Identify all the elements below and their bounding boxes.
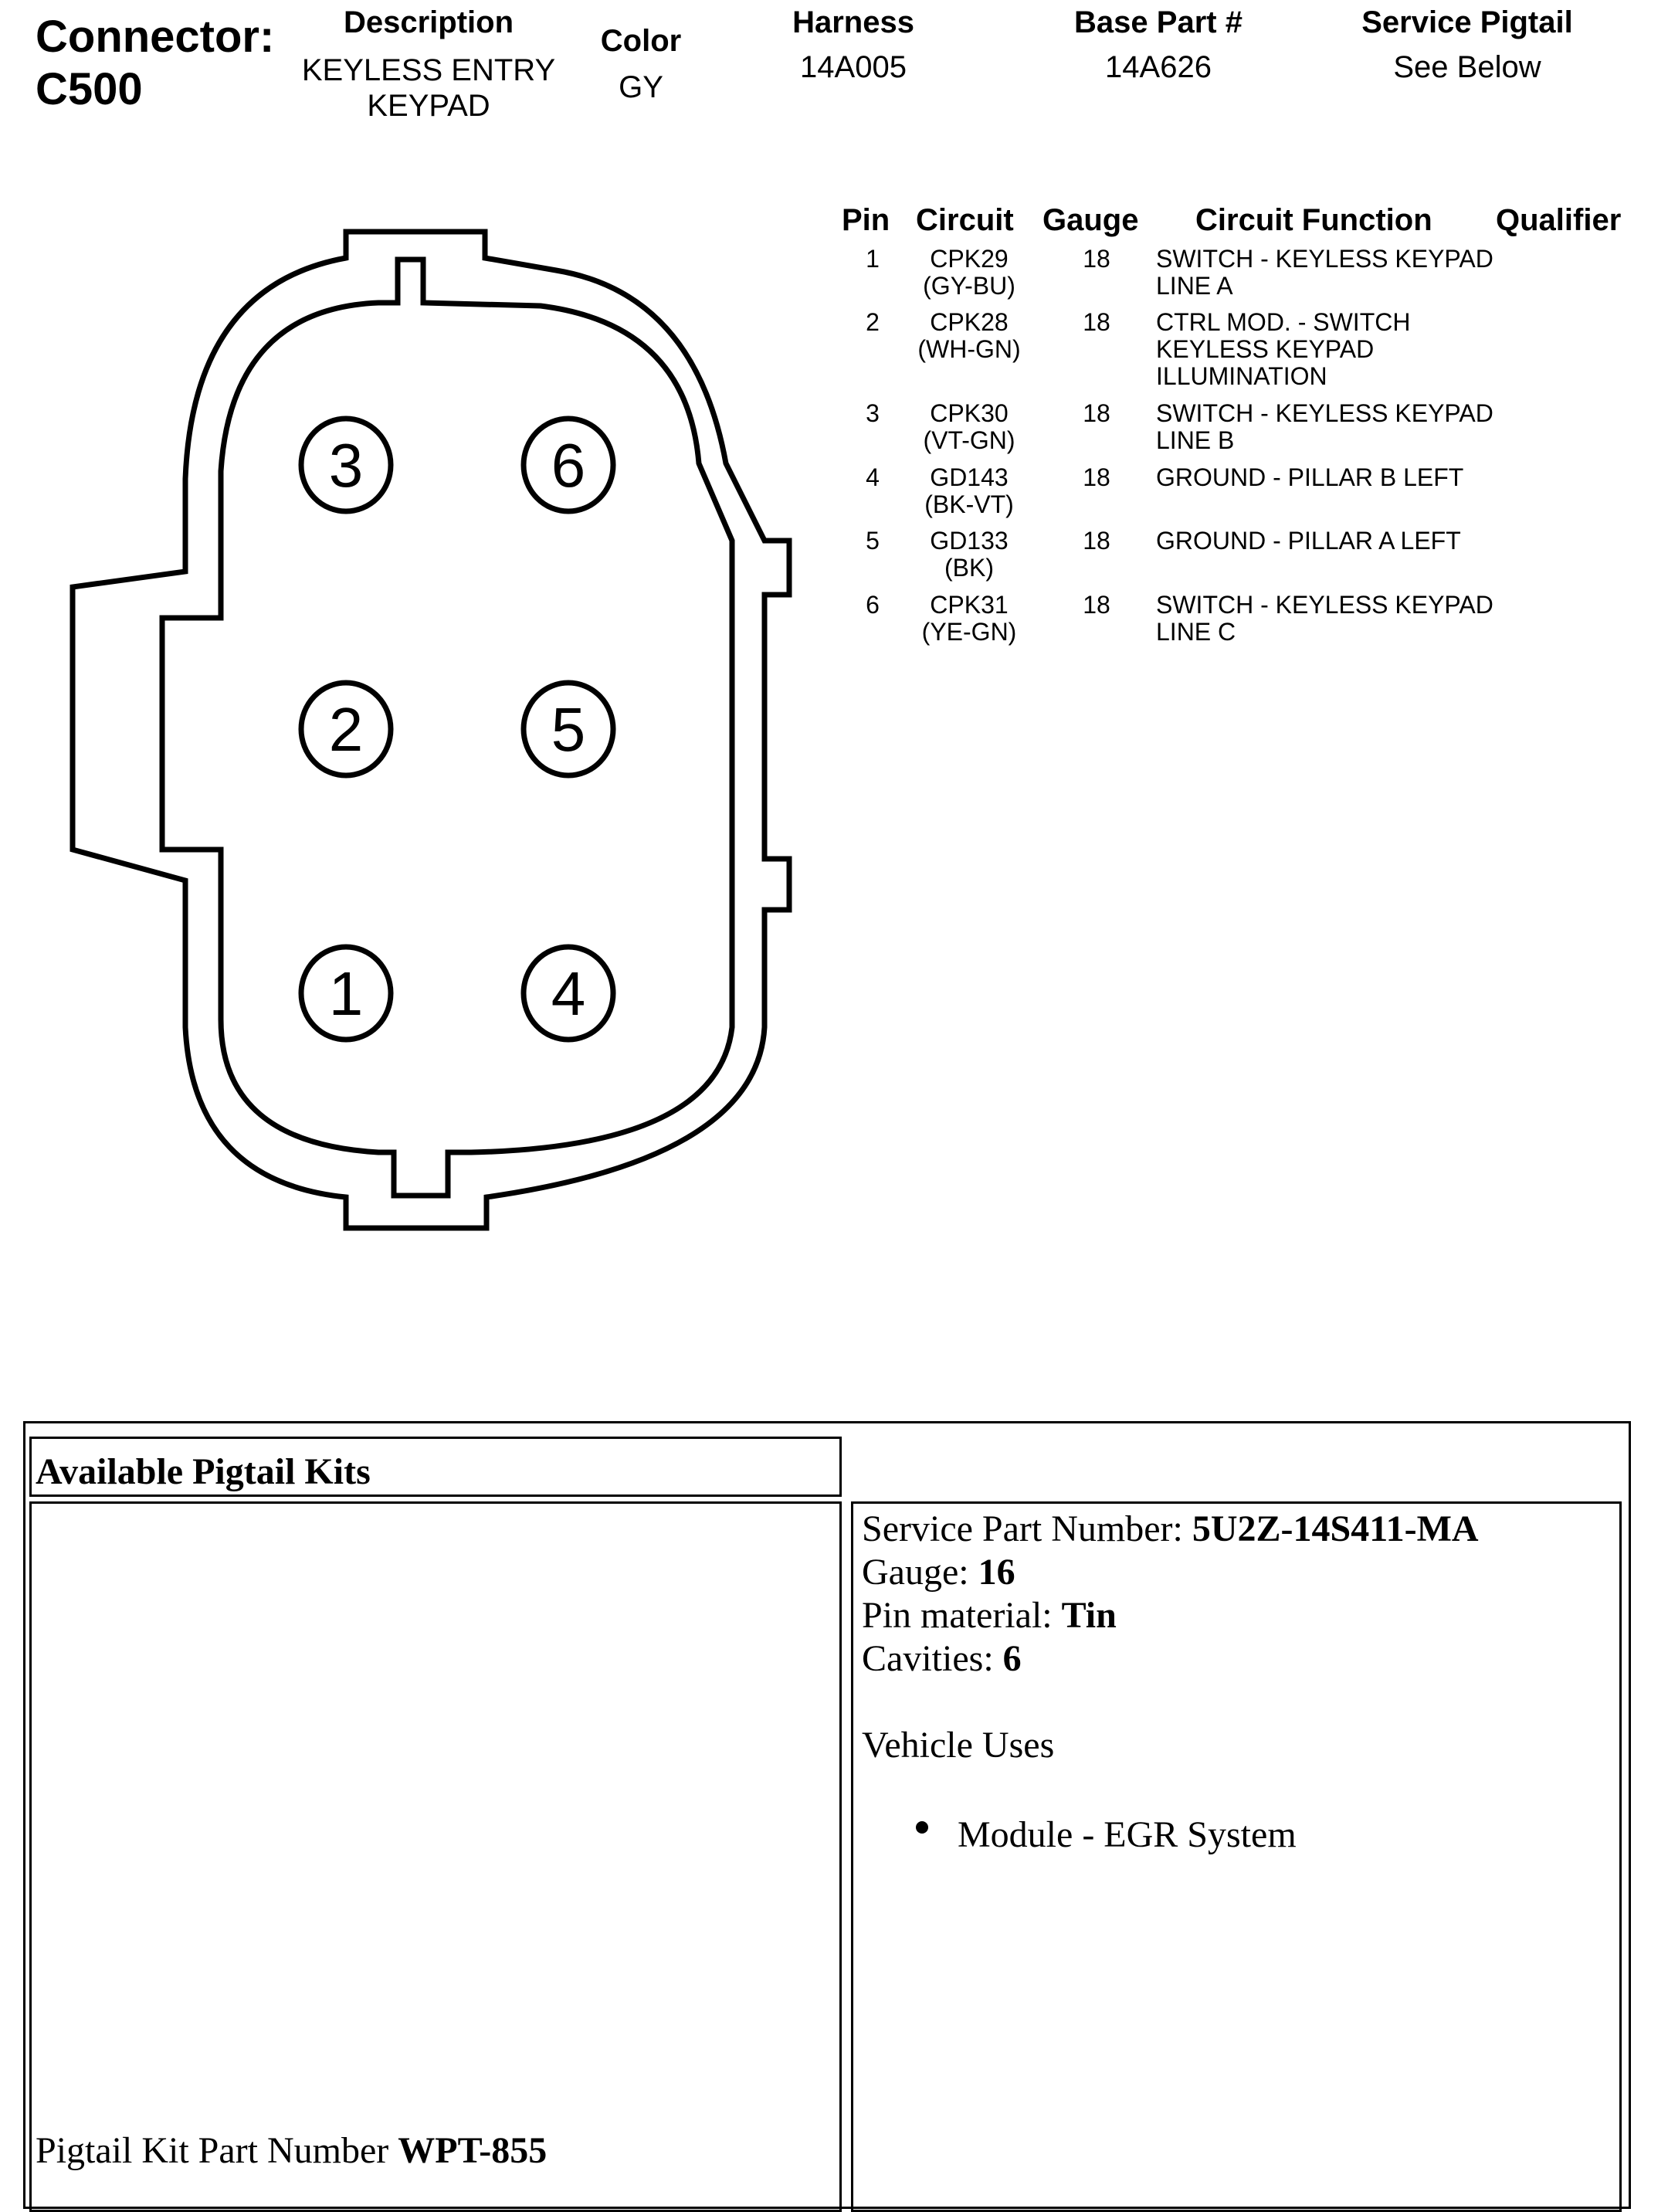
wire-color: (YE-GN)	[921, 618, 1017, 646]
circuit-code: CPK30	[930, 399, 1009, 427]
bullet-icon	[916, 1821, 928, 1834]
description-label: Description	[343, 5, 514, 39]
pin-label-1: 1	[328, 959, 364, 1028]
circuit-code: CPK31	[930, 591, 1009, 619]
circuit-column-header: Circuit	[916, 203, 1014, 237]
description-column	[286, 5, 571, 124]
connector-title	[36, 11, 274, 116]
circuit-code: CPK29	[930, 245, 1009, 273]
wire-color: (VT-GN)	[923, 426, 1015, 454]
pin-label-5: 5	[551, 695, 586, 764]
vehicle-uses-label: Vehicle Uses	[862, 1725, 1055, 1766]
pin-label-4: 4	[551, 959, 586, 1028]
description-line-1: KEYLESS ENTRY	[301, 53, 556, 87]
cavities-line	[862, 1637, 1479, 1681]
circuit-code: GD133	[930, 527, 1009, 555]
base-part-label: Base Part #	[1074, 5, 1243, 39]
pin-label-6: 6	[551, 431, 586, 500]
connector-face-diagram	[62, 216, 803, 1243]
pin-material-label: Pin material:	[862, 1595, 1062, 1636]
base-part-value: 14A626	[1105, 50, 1212, 84]
base-part-column	[1042, 5, 1274, 85]
pin-number: 5	[866, 527, 880, 555]
circuit-function: SWITCH - KEYLESS KEYPAD	[1156, 245, 1493, 273]
kit-part-label: Pigtail Kit Part Number	[36, 2130, 398, 2171]
kit-part-value: WPT-855	[398, 2130, 548, 2171]
harness-label: Harness	[792, 5, 914, 39]
pigtail-kit-part-number	[36, 2128, 547, 2174]
color-value: GY	[619, 70, 663, 104]
service-pigtail-column	[1328, 5, 1606, 85]
connector-inner-outline	[162, 260, 732, 1196]
cavities-value: 6	[1002, 1638, 1022, 1679]
wire-color: (BK-VT)	[924, 490, 1014, 518]
connector-label: Connector:	[36, 12, 275, 62]
pin-number: 6	[866, 591, 880, 619]
service-part-number-value: 5U2Z-14S411-MA	[1192, 1508, 1479, 1549]
circuit-function: CTRL MOD. - SWITCH	[1156, 308, 1411, 336]
gauge-line	[862, 1551, 1479, 1594]
gauge-column-header: Gauge	[1042, 203, 1139, 237]
circuit-function: LINE A	[1156, 272, 1233, 300]
wire-color: (BK)	[944, 554, 994, 582]
cavities-label: Cavities:	[862, 1638, 1003, 1679]
pin-label-3: 3	[328, 431, 364, 500]
circuit-function: SWITCH - KEYLESS KEYPAD	[1156, 591, 1493, 619]
pin-number: 4	[866, 463, 880, 491]
wire-color: (WH-GN)	[917, 335, 1021, 363]
circuit-code: GD143	[930, 463, 1009, 491]
wire-gauge: 18	[1083, 245, 1110, 273]
wire-gauge: 18	[1083, 463, 1110, 491]
harness-column	[737, 5, 969, 85]
pin-material-value: Tin	[1061, 1595, 1117, 1636]
connector-id: C500	[36, 64, 143, 114]
wire-gauge: 18	[1083, 308, 1110, 336]
wire-color: (GY-BU)	[923, 272, 1015, 300]
color-label: Color	[600, 24, 682, 58]
pin-column-header: Pin	[842, 203, 890, 237]
gauge-label: Gauge:	[862, 1552, 978, 1593]
service-pigtail-label: Service Pigtail	[1361, 5, 1573, 39]
gauge-value: 16	[978, 1552, 1015, 1593]
harness-value: 14A005	[800, 50, 907, 84]
wire-gauge: 18	[1083, 527, 1110, 555]
wire-gauge: 18	[1083, 591, 1110, 619]
vehicle-use-item: Module - EGR System	[958, 1814, 1297, 1855]
circuit-function: LINE C	[1156, 618, 1236, 646]
pin-number: 3	[866, 399, 880, 427]
circuit-function: GROUND - PILLAR A LEFT	[1156, 527, 1461, 555]
pigtail-kit-part-cell	[29, 1501, 842, 2212]
circuit-function: ILLUMINATION	[1156, 362, 1327, 390]
description-line-2: KEYPAD	[367, 89, 490, 123]
circuit-function: SWITCH - KEYLESS KEYPAD	[1156, 399, 1493, 427]
pin-label-2: 2	[328, 695, 364, 764]
service-part-number-label: Service Part Number:	[862, 1508, 1192, 1549]
pin-number: 1	[866, 245, 880, 273]
wire-gauge: 18	[1083, 399, 1110, 427]
pigtail-kits-title: Available Pigtail Kits	[36, 1451, 371, 1492]
service-pigtail-value: See Below	[1393, 50, 1541, 84]
circuit-function-column-header: Circuit Function	[1195, 203, 1432, 237]
circuit-function: LINE B	[1156, 426, 1235, 454]
circuit-function: GROUND - PILLAR B LEFT	[1156, 463, 1464, 491]
pin-number: 2	[866, 308, 880, 336]
circuit-code: CPK28	[930, 308, 1009, 336]
circuit-function: KEYLESS KEYPAD	[1156, 335, 1375, 363]
connector-outer-outline	[73, 232, 789, 1228]
connector-pins	[301, 419, 613, 1040]
pin-material-line	[862, 1594, 1479, 1637]
qualifier-column-header: Qualifier	[1496, 203, 1622, 237]
pigtail-kit-details	[862, 1508, 1479, 1681]
service-part-number-line	[862, 1508, 1479, 1551]
color-column	[571, 23, 710, 105]
